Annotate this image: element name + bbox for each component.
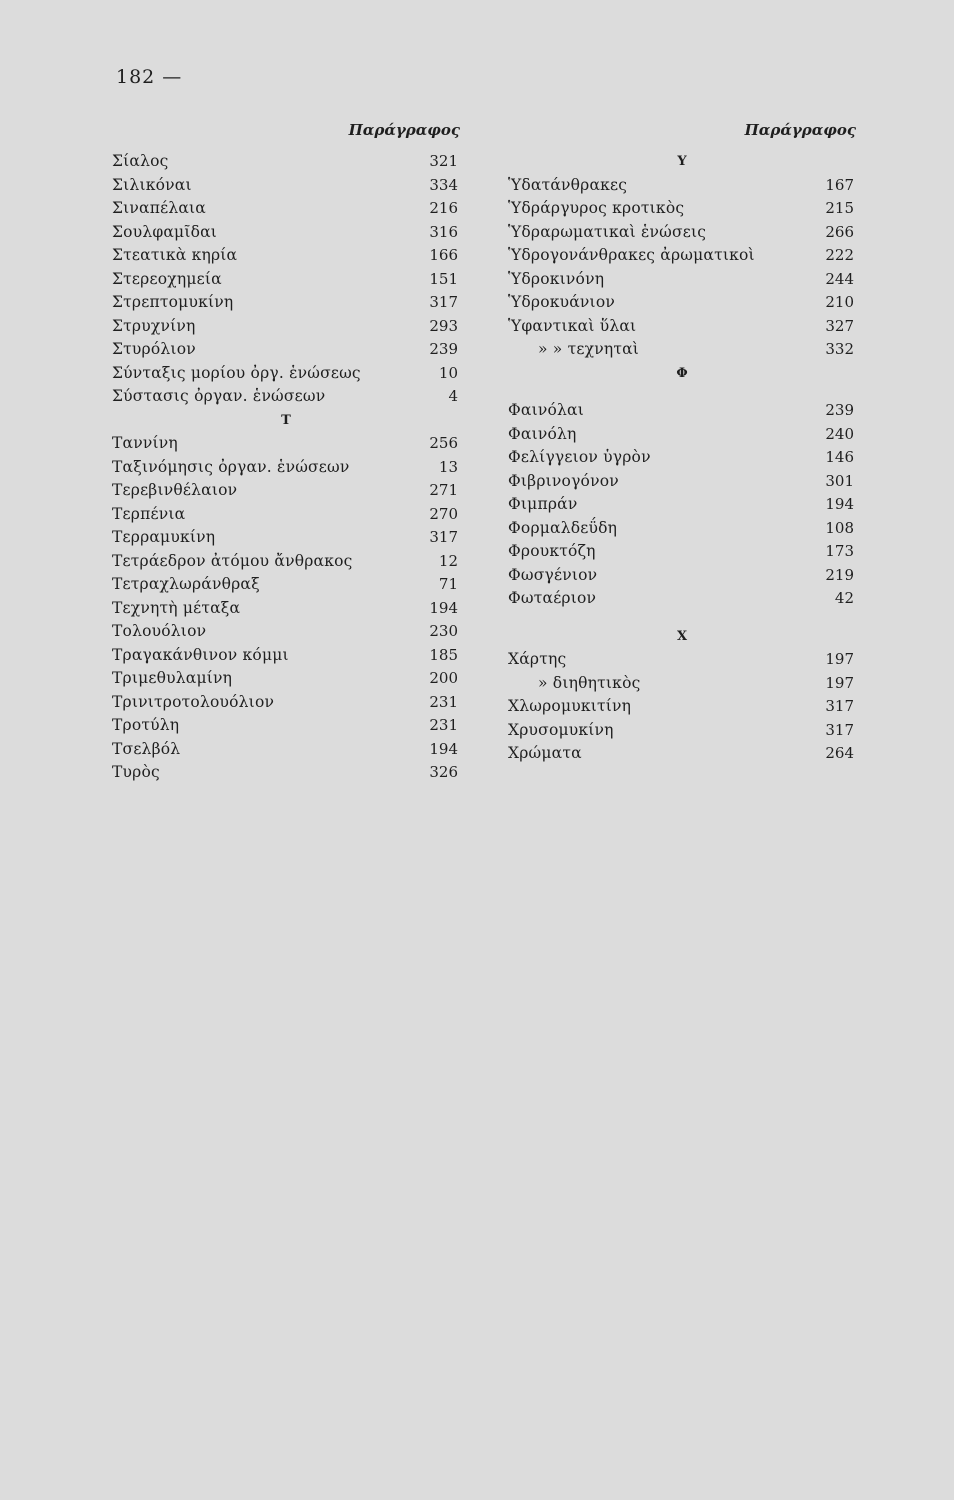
section-letter-tau: Τ (281, 412, 291, 428)
index-entry: Τροτύλη 231 (112, 716, 458, 734)
index-entry: Ὑφαντικαὶ ὕλαι 327 (508, 316, 854, 335)
index-entry: Σύστασις ὀργαν. ἑνώσεων 4 (112, 387, 458, 405)
group-phi (508, 399, 856, 611)
index-entry: Τερεβινθέλαιον 271 (112, 481, 458, 499)
index-entry: Ταξινόμησις ὀργαν. ἑνώσεων 13 (112, 457, 458, 476)
right-column (508, 120, 856, 766)
index-entry: » διηθητικὸς 197 (538, 673, 854, 692)
index-entry: » » τεχνηταὶ 332 (538, 340, 854, 358)
spacer (508, 611, 856, 625)
index-entry: Φωσγένιον 219 (508, 565, 854, 584)
index-entry: Τσελβόλ 194 (112, 739, 458, 758)
spacer (508, 385, 856, 399)
index-entry: Φιμπράν 194 (508, 495, 854, 513)
index-entry: Στερεοχημεία 151 (112, 269, 458, 288)
index-entry: Στυρόλιον 239 (112, 340, 458, 358)
index-entry: Τερραμυκίνη 317 (112, 528, 458, 546)
index-entry: Φαινόλη 240 (508, 424, 854, 443)
index-entry: Σίαλος 321 (112, 152, 458, 170)
index-entry: Φωταέριον 42 (508, 589, 854, 607)
index-entry: Τεχνητὴ μέταξα 194 (112, 598, 458, 617)
left-column (112, 120, 460, 785)
index-entry: Ὑδατάνθρακες 167 (508, 175, 854, 194)
group-tau (112, 432, 460, 785)
index-entry: Φιβρινογόνον 301 (508, 471, 854, 490)
index-entry: Φελίγγειον ὑγρὸν 146 (508, 448, 854, 466)
index-entry: Στρεπτομυκίνη 317 (112, 293, 458, 311)
section-letter-phi: Φ (676, 365, 688, 381)
section-letter-chi: Χ (676, 628, 688, 644)
index-entry: Σουλφαμῖδαι 316 (112, 222, 458, 241)
index-entry: Τρινιτροτολουόλιον 231 (112, 692, 458, 711)
index-entry: Χάρτης 197 (508, 650, 854, 668)
index-entry: Σιλικόναι 334 (112, 175, 458, 194)
column-header-left: Παράγραφος (348, 121, 460, 139)
index-entry: Χρώματα 264 (508, 744, 854, 762)
index-entry: Τολουόλιον 230 (112, 622, 458, 640)
group-upsilon (508, 174, 856, 362)
index-entry: Τριμεθυλαμίνη 200 (112, 669, 458, 687)
group-sigma (112, 150, 460, 409)
index-entry: Στεατικὰ κηρία 166 (112, 246, 458, 264)
index-entry: Φαινόλαι 239 (508, 401, 854, 419)
section-letter-upsilon: Υ (677, 154, 687, 169)
group-chi (508, 648, 856, 766)
column-header-right: Παράγραφος (744, 121, 856, 139)
index-entry: Φορμαλδεΰδη 108 (508, 518, 854, 537)
index-entry: Ταννίνη 256 (112, 434, 458, 452)
index-entry: Ὑδροκυάνιον 210 (508, 293, 854, 311)
index-entry: Τραγακάνθινον κόμμι 185 (112, 645, 458, 664)
index-entry: Ὑδρογονάνθρακες ἀρωματικοὶ 222 (508, 246, 854, 264)
index-entry: Χλωρομυκιτίνη 317 (508, 697, 854, 715)
index-entry: Τετράεδρον ἀτόμου ἄνθρακος 12 (112, 551, 458, 570)
index-entry: Τυρὸς 326 (112, 763, 458, 781)
index-entry: Στρυχνίνη 293 (112, 316, 458, 335)
index-entry: Σύνταξις μορίου ὀργ. ἑνώσεως 10 (112, 363, 458, 382)
index-entry: Ὑδράργυρος κροτικὸς 215 (508, 199, 854, 217)
index-entry: Χρυσομυκίνη 317 (508, 720, 854, 739)
index-entry: Τετραχλωράνθραξ 71 (112, 575, 458, 593)
index-entry: Φρουκτόζη 173 (508, 542, 854, 560)
index-entry: Σιναπέλαια 216 (112, 199, 458, 217)
index-entry: Τερπένια 270 (112, 504, 458, 523)
index-entry: Ὑδραρωματικαὶ ἑνώσεις 266 (508, 222, 854, 241)
index-entry: Ὑδροκινόνη 244 (508, 269, 854, 288)
page-number: 182 — (116, 66, 183, 88)
